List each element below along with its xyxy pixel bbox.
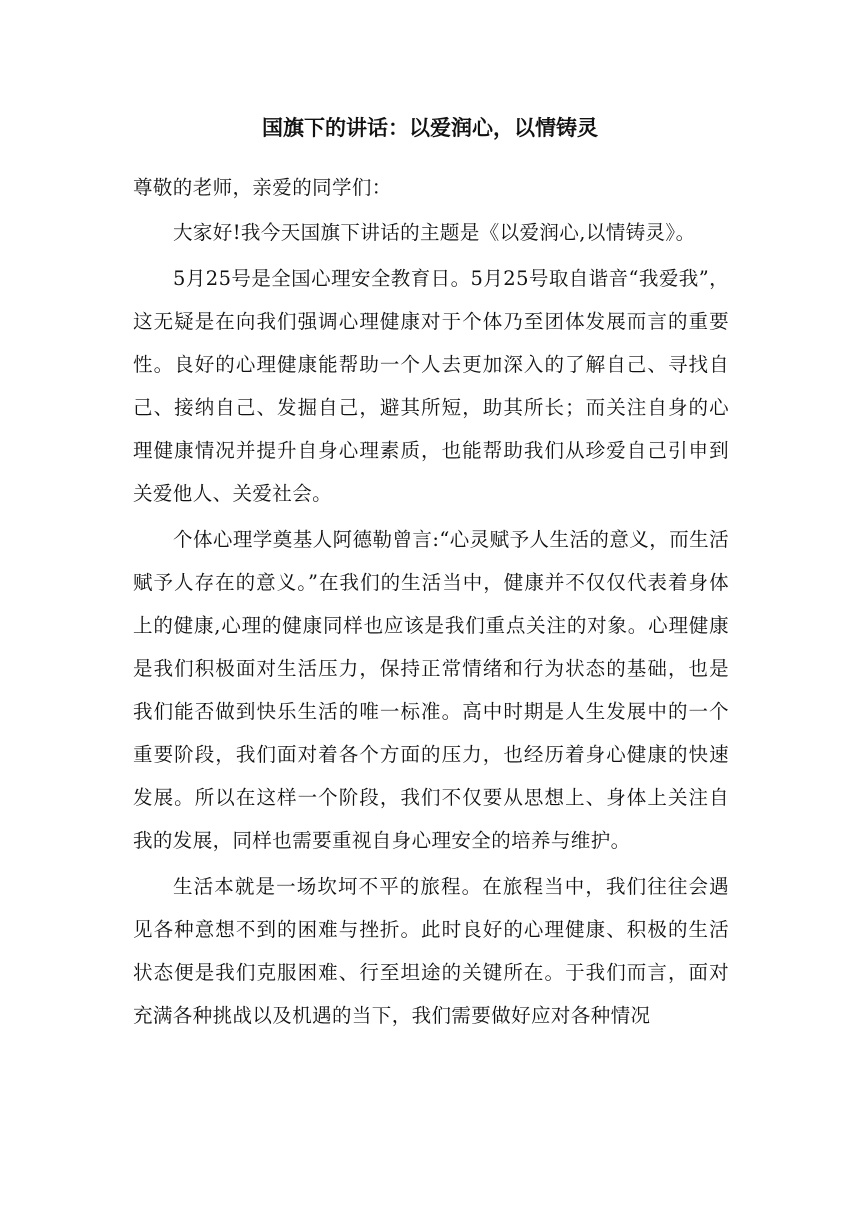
document-title: 国旗下的讲话：以爱润心，以情铸灵	[262, 116, 598, 140]
paragraph-4: 生活本就是一场坎坷不平的旅程。在旅程当中，我们往往会遇见各种意想不到的困难与挫折。此时良好的心理健康、积极的生活状态便是我们克服困难、行至坦途的关键所在。于我们而言，面对充满各种挑战以及机遇的当下，我们需要做好应对各种情况	[133, 875, 729, 1027]
paragraph-1: 大家好!我今天国旗下讲话的主题是《以爱润心,以情铸灵》。	[173, 221, 696, 244]
document-body	[133, 166, 729, 1040]
paragraph-3: 个体心理学奠基人阿德勒曾言:“心灵赋予人生活的意义，而生活赋予人存在的意义。”在我们的生活当中，健康并不仅仅代表着身体上的健康,心理的健康同样也应该是我们重点关注的对象。心理健康是我们积极面对生活压力，保持正常情绪和行为状态的基础，也是我们能否做到快乐生活的唯一标准。高中时期是人生发展中的一个重要阶段，我们面对着各个方面的压力，也经历着身心健康的快速发展。所以在这样一个阶段，我们不仅要从思想上、身体上关注自我的发展，同样也需要重视自身心理安全的培养与维护。	[133, 528, 729, 852]
paragraph-2: 5月25号是全国心理安全教育日。5月25号取自谐音“我爱我”，这无疑是在向我们强调心理健康对于个体乃至团体发展而言的重要性。良好的心理健康能帮助一个人去更加深入的了解自己、寻找自己、接纳自己、发掘自己，避其所短，助其所长；而关注自身的心理健康情况并提升自身心理素质，也能帮助我们从珍爱自己引申到关爱他人、关爱社会。	[133, 267, 729, 505]
greeting: 尊敬的老师，亲爱的同学们：	[133, 176, 392, 199]
